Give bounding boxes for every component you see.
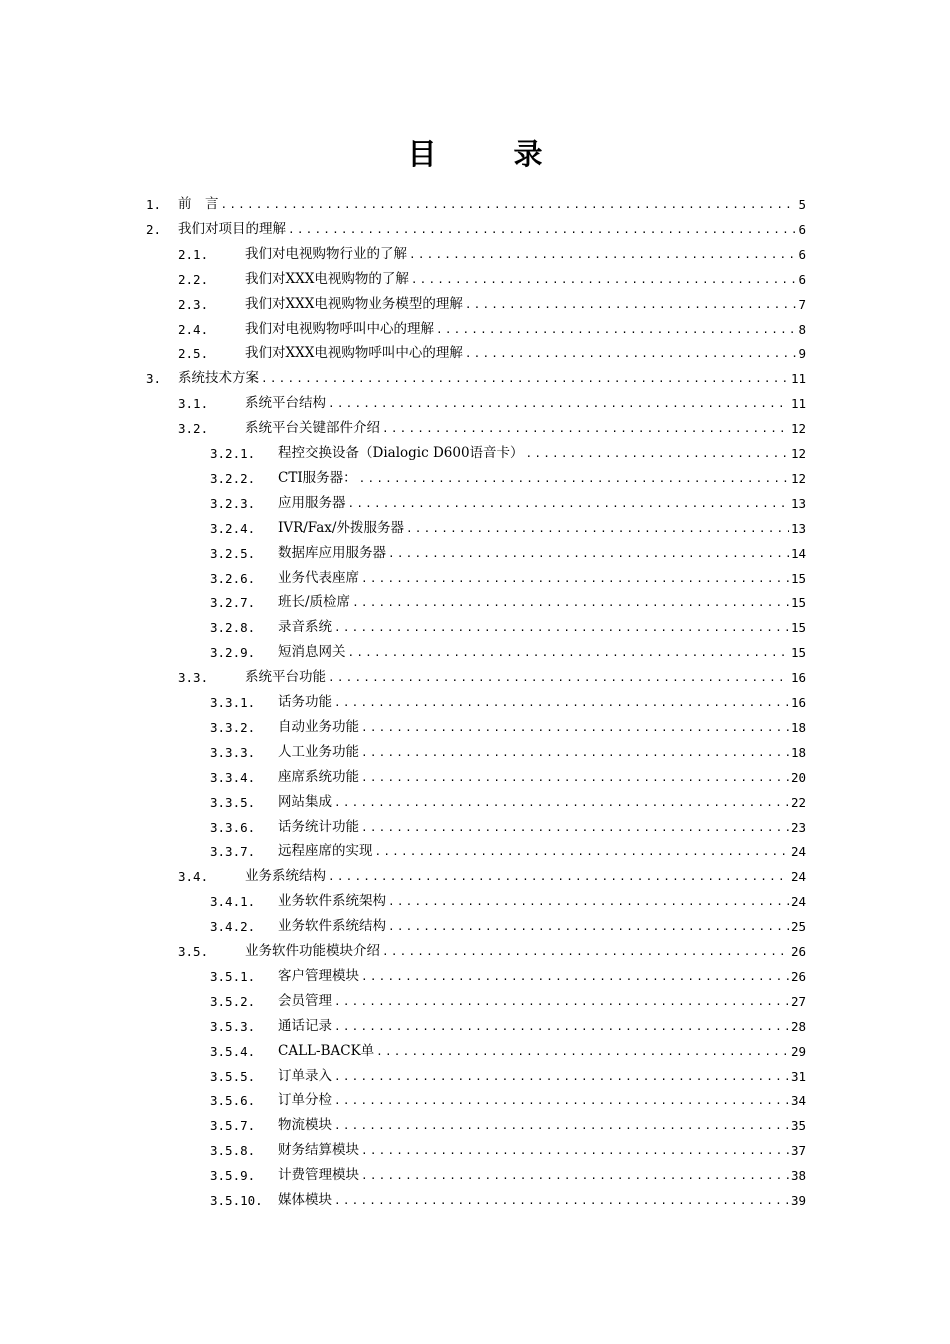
toc-leader-dots bbox=[361, 1163, 789, 1188]
toc-leader-dots bbox=[361, 715, 789, 740]
toc-leader-dots bbox=[328, 864, 789, 889]
toc-leader-dots bbox=[526, 441, 789, 466]
toc-entry-label: 我们对项目的理解 bbox=[178, 220, 286, 237]
toc-entry-page: 9 bbox=[798, 346, 806, 362]
toc-entry[interactable] bbox=[178, 939, 806, 964]
toc-entry-page: 15 bbox=[790, 645, 806, 661]
toc-entry-number: 3.2.8. bbox=[210, 620, 256, 636]
toc-entry-page: 12 bbox=[790, 446, 806, 461]
toc-entry-label: 我们对电视购物呼叫中心的理解 bbox=[245, 320, 434, 337]
toc-entry-label: 业务系统结构 bbox=[245, 868, 326, 885]
toc-entry-label: 我们对XXX电视购物呼叫中心的理解 bbox=[245, 345, 463, 362]
toc-entry-number: 3.2.7. bbox=[210, 595, 256, 611]
toc-entry-page: 26 bbox=[790, 968, 806, 984]
toc-leader-dots bbox=[334, 1188, 789, 1213]
toc-entry[interactable] bbox=[210, 1138, 806, 1163]
toc-entry[interactable] bbox=[210, 815, 806, 840]
toc-entry[interactable] bbox=[210, 1113, 806, 1138]
toc-leader-dots bbox=[334, 1014, 789, 1039]
toc-entry-page: 18 bbox=[790, 719, 806, 735]
toc-entry-page: 14 bbox=[790, 545, 806, 561]
toc-entry-label: 物流模块 bbox=[278, 1117, 332, 1134]
toc-entry-number: 3.3.5. bbox=[210, 794, 256, 810]
toc-entry-page: 22 bbox=[790, 794, 806, 810]
toc-entry[interactable] bbox=[210, 715, 806, 740]
toc-entry-label: 自动业务功能 bbox=[278, 718, 359, 735]
toc-leader-dots bbox=[328, 391, 789, 416]
toc-entry-page: 24 bbox=[790, 869, 806, 885]
toc-entry-label: 人工业务功能 bbox=[278, 743, 359, 760]
toc-entry-label: 远程座席的实现 bbox=[278, 843, 373, 860]
toc-entry-page: 7 bbox=[798, 296, 806, 312]
toc-entry-page: 23 bbox=[790, 819, 806, 835]
toc-leader-dots bbox=[334, 615, 789, 640]
toc-entry[interactable] bbox=[210, 615, 806, 640]
toc-leader-dots bbox=[334, 989, 789, 1014]
toc-entry-number: 3.5.9. bbox=[210, 1168, 256, 1184]
toc-entry-page: 16 bbox=[790, 670, 806, 686]
toc-entry-page: 15 bbox=[790, 570, 806, 586]
toc-entry[interactable] bbox=[210, 740, 806, 765]
toc-entry-label: 业务代表座席 bbox=[278, 569, 359, 586]
toc-entry-page: 11 bbox=[790, 371, 806, 387]
toc-entry[interactable] bbox=[178, 416, 806, 441]
toc-entry-number: 3.5.2. bbox=[210, 993, 256, 1009]
toc-leader-dots bbox=[334, 1113, 789, 1138]
toc-leader-dots bbox=[388, 541, 789, 566]
toc-entry-label: 业务软件系统架构 bbox=[278, 893, 386, 910]
toc-entry-label: 系统平台关键部件介绍 bbox=[245, 420, 380, 437]
toc-entry-page: 8 bbox=[798, 321, 806, 337]
toc-entry-number: 3.5.6. bbox=[210, 1093, 256, 1109]
toc-entry-number: 2.4. bbox=[178, 321, 209, 337]
toc-entry-number: 2.3. bbox=[178, 296, 209, 312]
toc-entry[interactable] bbox=[210, 964, 806, 989]
toc-entry-number: 3.5.7. bbox=[210, 1118, 256, 1134]
toc-leader-dots bbox=[361, 740, 789, 765]
toc-entry[interactable] bbox=[178, 292, 806, 317]
toc-leader-dots bbox=[352, 590, 789, 615]
toc-entry[interactable] bbox=[210, 516, 806, 541]
toc-entry-label: 录音系统 bbox=[278, 619, 332, 636]
toc-entry-number: 3.4.2. bbox=[210, 919, 256, 935]
toc-entry-number: 3.5.4. bbox=[210, 1043, 256, 1059]
toc-entry-page: 18 bbox=[790, 744, 806, 760]
toc-entry-page: 12 bbox=[790, 421, 806, 437]
toc-entry-label: 计费管理模块 bbox=[278, 1167, 359, 1184]
toc-entry-number: 3.3.3. bbox=[210, 744, 256, 760]
toc-leader-dots bbox=[465, 292, 797, 317]
toc-entry[interactable] bbox=[178, 242, 806, 267]
toc-entry-number: 1. bbox=[146, 197, 162, 212]
toc-entry-page: 11 bbox=[790, 396, 806, 412]
toc-entry-label: 我们对XXX电视购物的了解 bbox=[245, 270, 409, 287]
toc-entry-label: 系统技术方案 bbox=[178, 370, 259, 387]
toc-leader-dots bbox=[436, 317, 796, 342]
toc-entry-label: 座席系统功能 bbox=[278, 768, 359, 785]
toc-entry-page: 29 bbox=[790, 1043, 806, 1059]
toc-entry[interactable] bbox=[210, 491, 806, 516]
toc-entry[interactable] bbox=[178, 391, 806, 416]
toc-entry-label: 我们对XXX电视购物业务模型的理解 bbox=[245, 295, 463, 312]
toc-entry[interactable] bbox=[146, 217, 806, 242]
toc-entry-page: 13 bbox=[790, 495, 806, 511]
toc-entry[interactable] bbox=[210, 566, 806, 591]
toc-leader-dots bbox=[361, 815, 789, 840]
toc-entry-label: CTI服务器： bbox=[278, 469, 357, 486]
toc-entry-label: 我们对电视购物行业的了解 bbox=[245, 245, 407, 262]
toc-entry-number: 3.2.5. bbox=[210, 545, 256, 561]
toc-leader-dots bbox=[334, 1088, 789, 1113]
toc-entry-label: 业务软件系统结构 bbox=[278, 918, 386, 935]
toc-entry[interactable] bbox=[146, 366, 806, 391]
toc-entry-number: 3.3.1. bbox=[210, 695, 256, 710]
toc-entry[interactable] bbox=[210, 989, 806, 1014]
toc-leader-dots bbox=[465, 341, 797, 366]
toc-leader-dots bbox=[348, 491, 789, 516]
toc-entry-number: 2.1. bbox=[178, 246, 209, 262]
toc-entry[interactable] bbox=[178, 317, 806, 342]
toc-entry-page: 5 bbox=[798, 197, 806, 212]
toc-entry[interactable] bbox=[210, 889, 806, 914]
toc-entry[interactable] bbox=[210, 765, 806, 790]
toc-entry-number: 3.3.2. bbox=[210, 719, 256, 735]
toc-leader-dots bbox=[359, 466, 789, 491]
toc-entry-label: 前 言 bbox=[178, 196, 219, 212]
toc-entry-label: CALL-BACK单 bbox=[278, 1042, 375, 1059]
toc-entry-number: 3.3.4. bbox=[210, 769, 256, 785]
toc-entry-label: 班长/质检席 bbox=[278, 594, 351, 611]
toc-entry-label: 媒体模块 bbox=[278, 1192, 332, 1208]
toc-entry-number: 3.2. bbox=[178, 421, 209, 437]
toc-leader-dots bbox=[361, 1138, 789, 1163]
toc-leader-dots bbox=[221, 192, 797, 217]
toc-entry[interactable] bbox=[210, 839, 806, 864]
toc-entry-number: 3.3. bbox=[178, 670, 209, 686]
toc-entry-label: 订单录入 bbox=[278, 1067, 332, 1084]
toc-entry-page: 35 bbox=[790, 1118, 806, 1134]
toc-entry-page: 6 bbox=[798, 271, 806, 287]
toc-entry-page: 6 bbox=[798, 246, 806, 262]
toc-leader-dots bbox=[334, 690, 789, 715]
toc-leader-dots bbox=[375, 839, 789, 864]
toc-entry-page: 12 bbox=[790, 470, 806, 486]
toc-entry[interactable] bbox=[210, 1064, 806, 1089]
toc-leader-dots bbox=[334, 790, 789, 815]
toc-entry-number: 2.5. bbox=[178, 346, 209, 362]
toc-entry-label: 应用服务器 bbox=[278, 494, 346, 511]
toc-entry-page: 31 bbox=[790, 1068, 806, 1084]
toc-entry-page: 13 bbox=[790, 520, 806, 536]
toc-entry[interactable] bbox=[210, 690, 806, 715]
toc-entry-label: 会员管理 bbox=[278, 992, 332, 1009]
toc-entry-label: 客户管理模块 bbox=[278, 967, 359, 984]
toc-leader-dots bbox=[406, 516, 789, 541]
toc-entry-page: 37 bbox=[790, 1143, 806, 1159]
toc-leader-dots bbox=[411, 267, 797, 292]
toc-leader-dots bbox=[388, 889, 789, 914]
toc-entry-label: 网站集成 bbox=[278, 793, 332, 810]
toc-entry-number: 3.2.4. bbox=[210, 520, 256, 536]
toc-entry[interactable] bbox=[210, 790, 806, 815]
toc-entry-page: 28 bbox=[790, 1018, 806, 1034]
toc-entry-number: 3.1. bbox=[178, 396, 209, 412]
toc-leader-dots bbox=[348, 640, 789, 665]
toc-leader-dots bbox=[382, 416, 789, 441]
toc-entry[interactable] bbox=[178, 864, 806, 889]
toc-entry-number: 3. bbox=[146, 371, 162, 387]
toc-entry-label: 话务统计功能 bbox=[278, 818, 359, 835]
toc-entry-label: 系统平台功能 bbox=[245, 669, 326, 686]
toc-entry[interactable] bbox=[210, 590, 806, 615]
toc-entry-page: 15 bbox=[790, 620, 806, 636]
toc-entry-number: 3.5.3. bbox=[210, 1018, 256, 1034]
toc-entry-number: 3.2.3. bbox=[210, 495, 256, 511]
toc-entry-label: 订单分检 bbox=[278, 1092, 332, 1109]
toc-entry[interactable] bbox=[178, 267, 806, 292]
toc-entry-page: 25 bbox=[790, 919, 806, 935]
toc-entry-number: 3.3.7. bbox=[210, 844, 256, 860]
toc-entry[interactable] bbox=[210, 1088, 806, 1113]
toc-entry-number: 3.5.8. bbox=[210, 1143, 256, 1159]
toc-leader-dots bbox=[376, 1039, 789, 1064]
toc-entry-label: 短消息网关 bbox=[278, 644, 346, 661]
toc-entry-number: 3.5. bbox=[178, 944, 209, 959]
toc-entry-label: 财务结算模块 bbox=[278, 1142, 359, 1159]
toc-entry-page: 26 bbox=[790, 944, 806, 959]
toc-entry-number: 3.4. bbox=[178, 869, 209, 885]
toc-leader-dots bbox=[361, 964, 789, 989]
toc-leader-dots bbox=[409, 242, 796, 267]
toc-entry[interactable] bbox=[146, 192, 806, 217]
toc-entry-number: 3.5.1. bbox=[210, 968, 256, 984]
toc-entry-label: 通话记录 bbox=[278, 1017, 332, 1034]
toc-entry[interactable] bbox=[210, 441, 806, 466]
toc-entry-page: 34 bbox=[790, 1093, 806, 1109]
toc-leader-dots bbox=[261, 366, 789, 391]
toc-entry[interactable] bbox=[210, 1163, 806, 1188]
toc-entry-label: 程控交换设备（Dialogic D600语音卡） bbox=[278, 445, 524, 461]
toc-entry-page: 20 bbox=[790, 769, 806, 785]
toc-entry[interactable] bbox=[210, 466, 806, 491]
toc-entry-page: 6 bbox=[798, 221, 806, 237]
toc-entry-label: 话务功能 bbox=[278, 694, 332, 710]
toc-leader-dots bbox=[382, 939, 789, 964]
toc-entry-number: 3.2.2. bbox=[210, 470, 256, 486]
toc-entry[interactable] bbox=[210, 1014, 806, 1039]
toc-entry-page: 39 bbox=[790, 1193, 806, 1208]
toc-entry[interactable] bbox=[210, 914, 806, 939]
toc-entry[interactable] bbox=[178, 665, 806, 690]
toc-leader-dots bbox=[328, 665, 789, 690]
toc-entry-number: 3.5.10. bbox=[210, 1193, 263, 1208]
toc-entry-label: IVR/Fax/外拨服务器 bbox=[278, 519, 404, 536]
toc-entry-label: 数据库应用服务器 bbox=[278, 544, 386, 561]
toc-entry-number: 3.4.1. bbox=[210, 894, 256, 910]
toc-entry[interactable] bbox=[210, 1188, 806, 1213]
toc-leader-dots bbox=[361, 765, 789, 790]
toc-entry-number: 3.2.9. bbox=[210, 645, 256, 661]
toc-entry[interactable] bbox=[210, 640, 806, 665]
toc-entry[interactable] bbox=[210, 1039, 806, 1064]
toc-leader-dots bbox=[361, 566, 789, 591]
toc-entry-label: 系统平台结构 bbox=[245, 395, 326, 412]
toc-entry-page: 15 bbox=[790, 595, 806, 611]
toc-entry-page: 24 bbox=[790, 894, 806, 910]
toc-entry-number: 3.5.5. bbox=[210, 1068, 256, 1084]
toc-entry-label: 业务软件功能模块介绍 bbox=[245, 943, 380, 959]
toc-entry-page: 24 bbox=[790, 844, 806, 860]
toc-entry-number: 2.2. bbox=[178, 271, 209, 287]
toc-entry-number: 3.2.6. bbox=[210, 570, 256, 586]
toc-entry[interactable] bbox=[178, 341, 806, 366]
toc-entry-page: 27 bbox=[790, 993, 806, 1009]
toc-entry-number: 3.2.1. bbox=[210, 446, 256, 461]
page-title: 目 录 bbox=[407, 137, 567, 171]
toc-leader-dots bbox=[388, 914, 789, 939]
toc-entry[interactable] bbox=[210, 541, 806, 566]
toc-entry-page: 38 bbox=[790, 1168, 806, 1184]
toc-leader-dots bbox=[288, 217, 796, 242]
toc-entry-number: 2. bbox=[146, 221, 162, 237]
toc-leader-dots bbox=[334, 1064, 789, 1089]
toc-entry-page: 16 bbox=[790, 695, 806, 710]
toc-entry-number: 3.3.6. bbox=[210, 819, 256, 835]
